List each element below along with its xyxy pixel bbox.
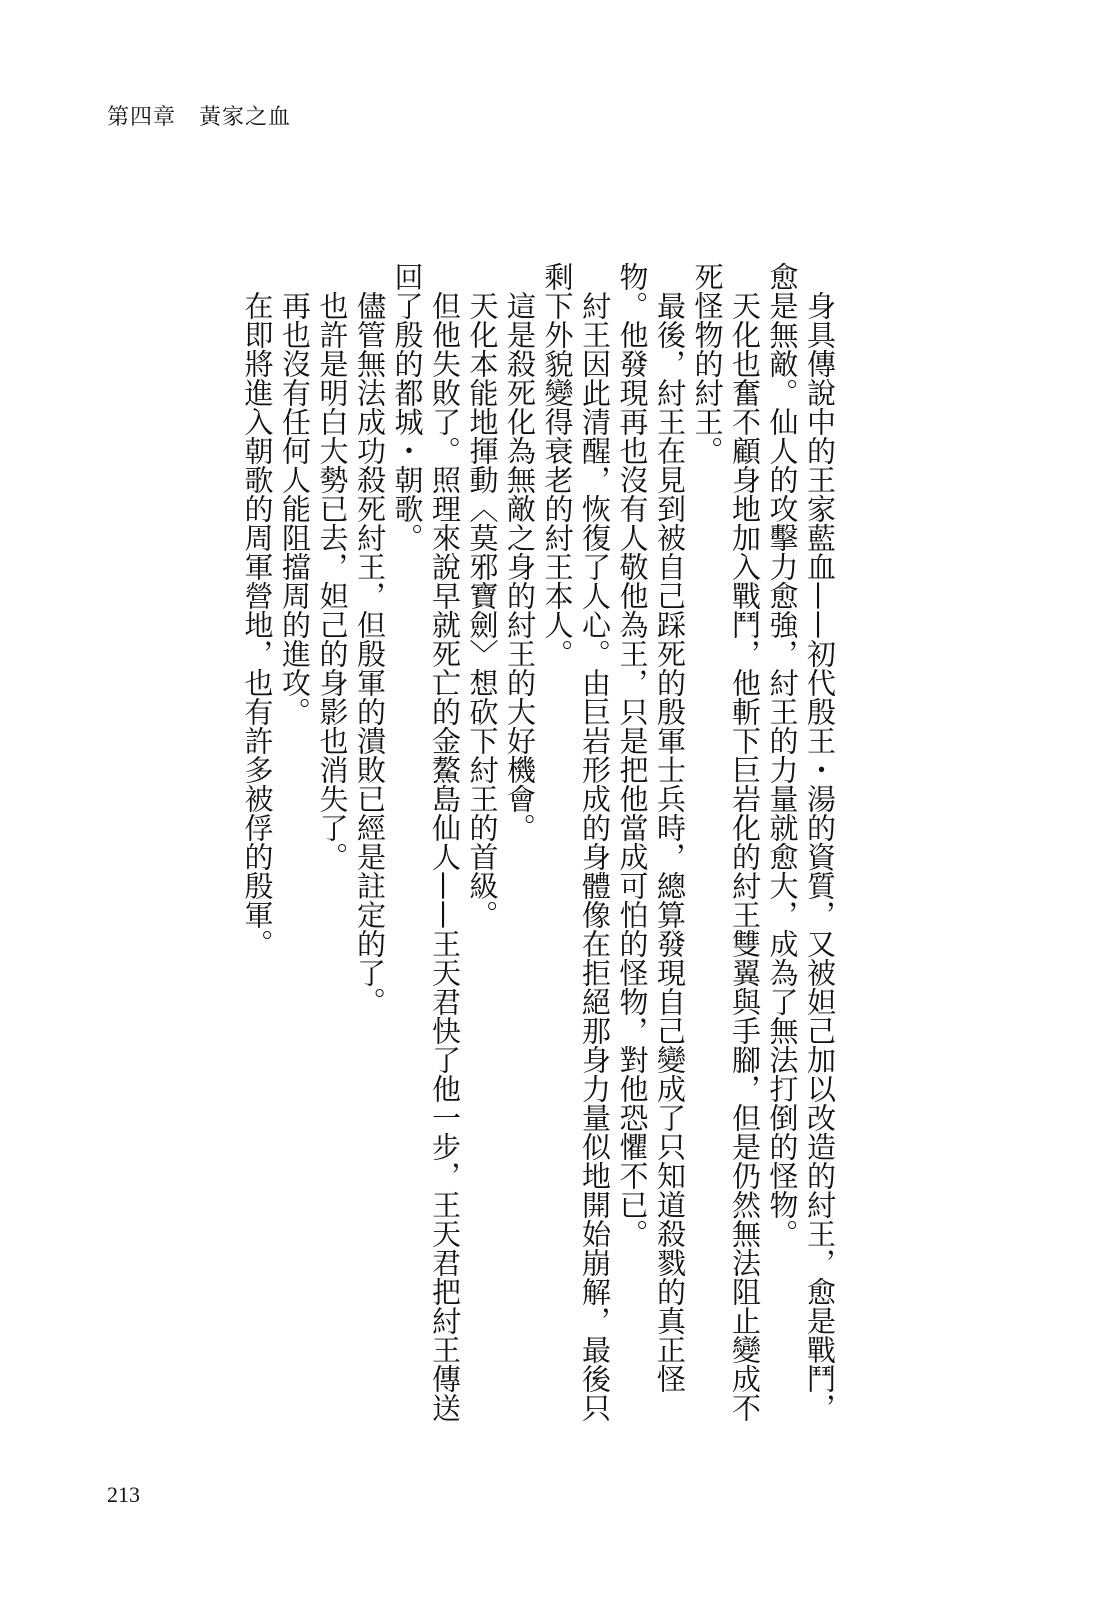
chapter-header: 第四章 黃家之血 [107, 105, 292, 130]
text-line: 在即將進入朝歌的周軍營地，也有許多被俘的殷軍。 [240, 291, 275, 958]
paragraph [613, 262, 688, 1442]
text-line: 也許是明白大勢已去，妲己的身影也消失了。 [315, 291, 350, 871]
body-text [238, 262, 838, 1442]
text-line: 最後，紂王在見到被自己踩死的殷軍士兵時，總算發現自己變成了只知道殺戮的真正怪 [653, 291, 687, 1393]
text-line: 物。他發現再也沒有人敬他為王，只是把他當成可怕的怪物，對他恐懼不已。 [615, 262, 650, 1248]
paragraph [276, 262, 314, 1442]
text-line: 儘管無法成功殺死紂王，但殷軍的潰敗已經是註定的了。 [353, 291, 387, 1016]
paragraph [688, 262, 763, 1442]
paragraph [388, 262, 463, 1442]
page-number: 213 [107, 1482, 140, 1507]
text-line: 身具傳說中的王家藍血——初代殷王・湯的資質，又被妲己加以改造的紂王，愈是戰鬥， [803, 291, 837, 1422]
paragraph [313, 262, 351, 1442]
text-line: 天化本能地揮動〈莫邪寶劍〉想砍下紂王的首級。 [465, 291, 500, 929]
paragraph [238, 262, 276, 1442]
paragraph [351, 262, 389, 1442]
text-line: 但他失敗了。照理來說早就死亡的金鰲島仙人——王天君快了他一步，王天君把紂王傳送 [428, 291, 462, 1422]
text-line: 天化也奮不顧身地加入戰鬥，他斬下巨岩化的紂王雙翼與手腳，但是仍然無法阻止變成不 [728, 291, 762, 1422]
text-line: 愈是無敵。仙人的攻擊力愈強，紂王的力量就愈大，成為了無法打倒的怪物。 [765, 262, 800, 1248]
paragraph [501, 262, 539, 1442]
text-line: 紂王因此清醒，恢復了人心。由巨岩形成的身體像在拒絕那身力量似地開始崩解，最後只 [578, 291, 612, 1422]
paragraph [763, 262, 838, 1442]
paragraph [463, 262, 501, 1442]
paragraph [538, 262, 613, 1442]
text-line: 這是殺死化為無敵之身的紂王的大好機會。 [503, 291, 537, 842]
text-line: 回了殷的都城・朝歌。 [390, 262, 425, 552]
text-line: 剩下外貌變得衰老的紂王本人。 [540, 262, 575, 668]
text-line: 死怪物的紂王。 [690, 262, 725, 465]
text-line: 再也沒有任何人能阻擋周的進攻。 [278, 291, 312, 726]
